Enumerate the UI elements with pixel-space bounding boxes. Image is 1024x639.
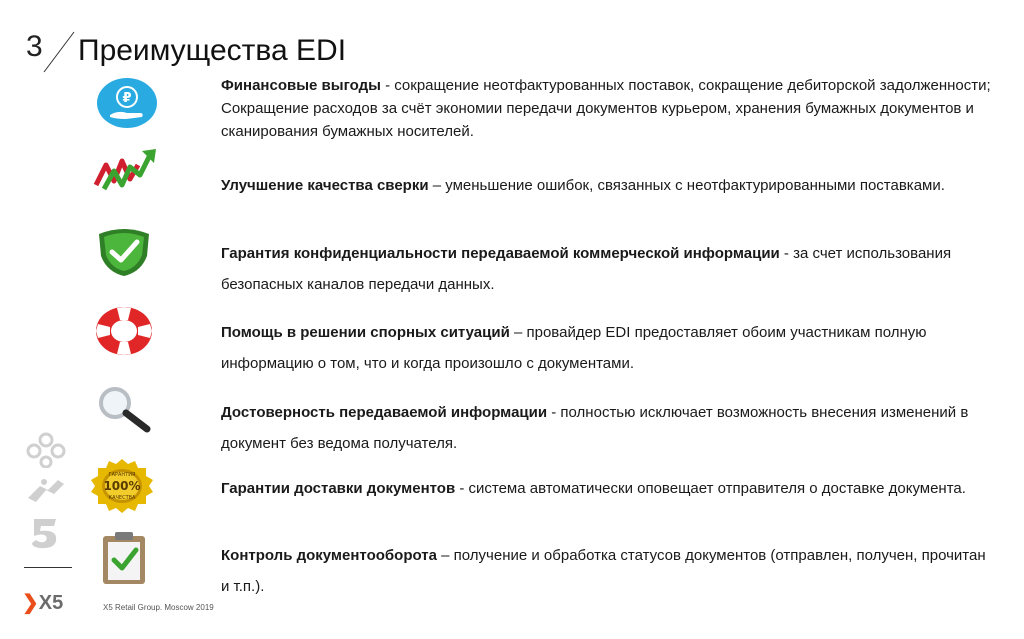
benefit-heading: Контроль документооборота <box>221 547 437 564</box>
benefit-disputes <box>221 317 991 379</box>
guarantee-badge-icon <box>87 458 157 514</box>
page-title: Преимущества EDI <box>78 34 347 67</box>
benefit-financial <box>221 74 991 143</box>
growth-arrow-icon <box>92 145 158 195</box>
benefit-text: - сокращение неотфактурованных поставок, сокращение дебиторской задолженности; Сокращение расходов за счёт экономии передачи документов курьером, хранения бумажных документов и сканирования бумажных носителей. <box>221 77 991 140</box>
benefit-confidentiality <box>221 238 991 300</box>
x5-logo: ❯X5 <box>22 592 64 614</box>
ruble-coin-hand-icon <box>96 77 158 129</box>
benefit-heading: Гарантия конфиденциальности передаваемой коммерческой информации <box>221 245 780 262</box>
benefit-heading: Помощь в решении спорных ситуаций <box>221 324 510 341</box>
slash-divider <box>40 30 76 74</box>
slide-number: 3 <box>26 30 43 63</box>
benefit-control <box>221 540 991 602</box>
benefit-delivery <box>221 477 991 500</box>
benefit-text: - полностью исключает возможность внесения изменений в документ без ведома получателя. <box>221 404 969 452</box>
x5-logo-text: X5 <box>38 592 64 614</box>
ruble-symbol: ₽ <box>122 91 132 106</box>
benefit-text: - за счет использования безопасных каналов передачи данных. <box>221 245 952 293</box>
benefit-heading: Гарантии доставки документов <box>221 480 456 497</box>
clipboard-check-icon <box>99 530 149 586</box>
magnifier-icon <box>95 385 153 433</box>
shield-check-icon <box>95 226 153 278</box>
lifebuoy-icon <box>94 305 154 357</box>
benefit-heading: Достоверность передаваемой информации <box>221 404 548 421</box>
logo-divider <box>24 567 72 568</box>
benefit-text: - система автоматически оповещает отправителя о доставке документа. <box>455 480 966 497</box>
brand-logo-five-icon <box>24 515 68 551</box>
benefit-text: – получение и обработка статусов документов (отправлен, получен, прочитан и т.п.). <box>221 547 986 595</box>
badge-percent-text: 100% <box>103 479 141 493</box>
benefit-reliability <box>221 397 991 459</box>
badge-top-text: ГАРАНТИЯ <box>108 472 136 478</box>
brand-logo-flower-icon <box>24 432 68 468</box>
benefit-text: – уменьшение ошибок, связанных с неотфактурированными поставками. <box>428 177 945 194</box>
benefit-heading: Улучшение качества сверки <box>221 177 429 194</box>
benefit-reconciliation <box>221 174 991 197</box>
benefit-text: – провайдер EDI предоставляет обоим участникам полную информацию о том, что и когда произошло с документами. <box>221 324 927 372</box>
badge-bottom-text: КАЧЕСТВА <box>108 495 136 501</box>
benefit-heading: Финансовые выгоды <box>221 77 381 94</box>
footer-caption: X5 Retail Group. Moscow 2019 <box>103 603 214 612</box>
brand-logo-figure-icon <box>24 476 68 506</box>
